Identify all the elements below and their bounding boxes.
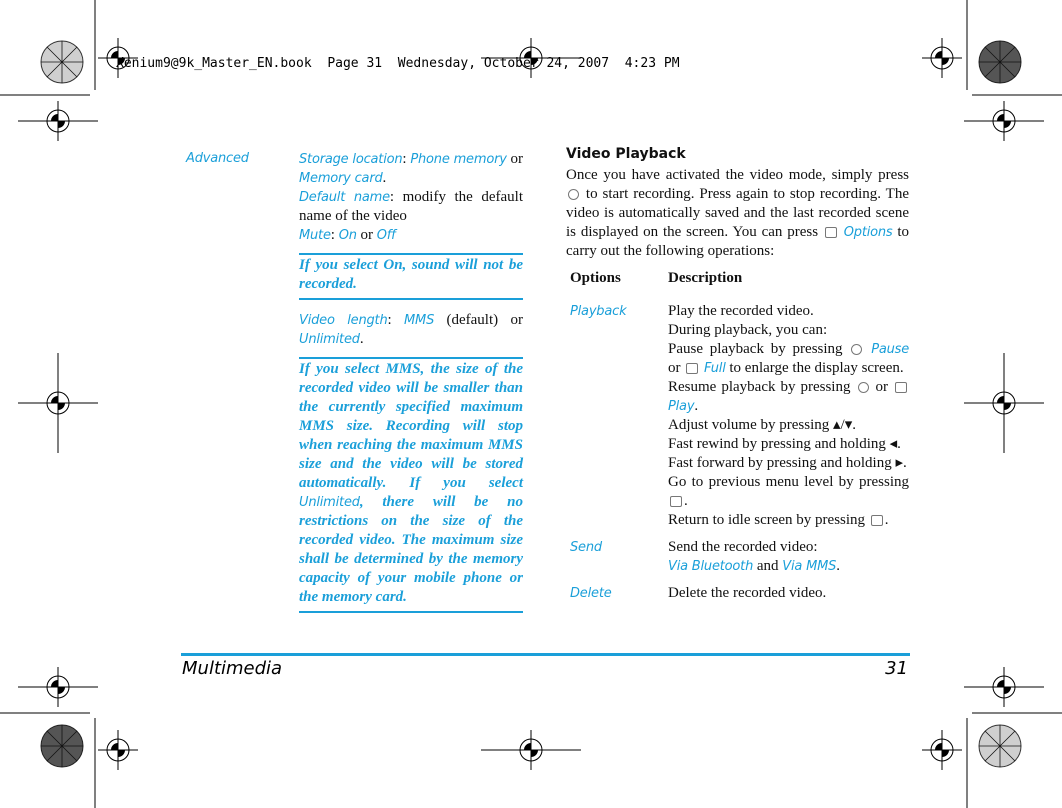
footer-section: Multimedia bbox=[182, 658, 283, 679]
book-stamp: Xenium9@9k_Master_EN.book Page 31 Wednesday, October 24, 2007 4:23 PM bbox=[116, 56, 680, 71]
desc-text: Return to idle screen by pressing bbox=[668, 512, 866, 528]
mute-label: Mute bbox=[299, 228, 331, 243]
or-text: or bbox=[356, 227, 377, 243]
intro-text: Once you have activated the video mode, simply press bbox=[566, 167, 909, 183]
advanced-settings bbox=[299, 150, 523, 613]
or-text: or bbox=[506, 151, 523, 167]
intro-text: to start recording. Press again to stop recording. The video is automatically saved and the last recorded scene is displayed on the screen. You can press bbox=[566, 186, 909, 240]
desc-line: Send the recorded video: bbox=[668, 539, 818, 555]
play-ref: Play bbox=[668, 399, 695, 414]
desc-text: Pause playback by pressing bbox=[668, 341, 843, 357]
note-rule bbox=[299, 611, 523, 613]
intro-paragraph bbox=[566, 166, 909, 261]
mute-on-option: On bbox=[338, 228, 357, 243]
desc-text: Go to previous menu level by pressing bbox=[668, 474, 909, 490]
left-softkey-icon bbox=[686, 363, 698, 374]
storage-location-label: Storage location bbox=[299, 152, 403, 167]
intro-text: to carry out the following operations: bbox=[566, 224, 909, 259]
desc-line: Via Bluetooth and Via MMS. bbox=[668, 558, 840, 574]
ok-key-icon bbox=[858, 382, 869, 393]
separator: : bbox=[330, 227, 339, 243]
mute-setting bbox=[299, 226, 523, 245]
left-softkey-icon bbox=[895, 382, 907, 393]
mms-option: MMS bbox=[404, 313, 435, 328]
ok-key-icon bbox=[851, 344, 862, 355]
footer-rule bbox=[181, 653, 910, 656]
default-name-setting bbox=[299, 188, 523, 226]
table-row bbox=[566, 530, 909, 576]
desc-line: Adjust volume by pressing ▴/▾. bbox=[668, 417, 856, 433]
default-name-text: : modify the default name of the video bbox=[299, 189, 524, 224]
period: . bbox=[359, 331, 364, 347]
note-text: , there will be no restrictions on the size of the recorded video. The maximum size shall be determined by the memory capacity of your mobile phone or the memory card. bbox=[299, 494, 523, 605]
desc-line: Go to previous menu level by pressing . bbox=[668, 474, 909, 509]
playback-option: Playback bbox=[570, 304, 627, 319]
desc-line: Delete the recorded video. bbox=[668, 585, 827, 601]
ok-key-icon bbox=[568, 189, 579, 200]
desc-text: Resume playback by pressing bbox=[668, 379, 851, 395]
video-length-label: Video length bbox=[299, 313, 388, 328]
options-table bbox=[566, 269, 909, 603]
via-bluetooth-ref: Via Bluetooth bbox=[668, 559, 754, 574]
desc-line: Resume playback by pressing or Play. bbox=[668, 378, 909, 416]
table-row bbox=[566, 296, 909, 530]
send-option: Send bbox=[570, 540, 602, 555]
desc-line: Fast forward by pressing and holding ▸. bbox=[668, 455, 907, 471]
note-rule bbox=[299, 357, 523, 359]
table-row bbox=[566, 576, 909, 603]
unlimited-ref: Unlimited bbox=[299, 495, 360, 510]
default-or-text: (default) or bbox=[434, 312, 523, 328]
or-text: or bbox=[875, 379, 889, 395]
col-description: Description bbox=[668, 270, 743, 286]
note-text: If you select MMS, the size of the recorded video will be smaller than the currently specified maximum MMS size. Recording will stop when reaching the maximum MMS size and the video will be stored automatically. If you select bbox=[299, 361, 523, 491]
desc-text: to enlarge the display screen. bbox=[729, 360, 904, 376]
pause-ref: Pause bbox=[871, 342, 910, 357]
storage-location-setting bbox=[299, 150, 523, 188]
desc-line bbox=[668, 340, 909, 378]
mute-note: If you select On, sound will not be recorded. bbox=[299, 257, 523, 292]
video-length-note bbox=[299, 360, 523, 607]
delete-option: Delete bbox=[570, 586, 612, 601]
page-number: 31 bbox=[885, 658, 908, 679]
advanced-label: Advanced bbox=[186, 151, 249, 166]
video-length-setting bbox=[299, 311, 523, 349]
desc-line: Play the recorded video. bbox=[668, 303, 814, 319]
or-text: or bbox=[668, 360, 681, 376]
desc-line: Return to idle screen by pressing . bbox=[668, 512, 889, 528]
unlimited-option: Unlimited bbox=[299, 332, 360, 347]
default-name-label: Default name bbox=[299, 190, 390, 205]
end-key-icon bbox=[871, 515, 883, 526]
memory-card-option: Memory card bbox=[299, 171, 383, 186]
desc-line: Fast rewind by pressing and holding ◂. bbox=[668, 436, 901, 452]
table-header bbox=[566, 269, 909, 296]
and-text: and bbox=[753, 558, 783, 574]
note-rule bbox=[299, 298, 523, 300]
video-playback-section bbox=[566, 145, 909, 603]
phone-memory-option: Phone memory bbox=[410, 152, 507, 167]
right-softkey-icon bbox=[670, 496, 682, 507]
col-options: Options bbox=[570, 270, 621, 286]
note-rule bbox=[299, 253, 523, 255]
left-softkey-icon bbox=[825, 227, 837, 238]
desc-line: During playback, you can: bbox=[668, 322, 828, 338]
separator: : bbox=[387, 312, 405, 328]
section-title: Video Playback bbox=[566, 146, 686, 162]
via-mms-ref: Via MMS bbox=[782, 559, 837, 574]
period: . bbox=[382, 170, 387, 186]
full-ref: Full bbox=[704, 361, 726, 376]
separator: : bbox=[402, 151, 411, 167]
mute-off-option: Off bbox=[376, 228, 396, 243]
options-ref: Options bbox=[843, 225, 893, 240]
